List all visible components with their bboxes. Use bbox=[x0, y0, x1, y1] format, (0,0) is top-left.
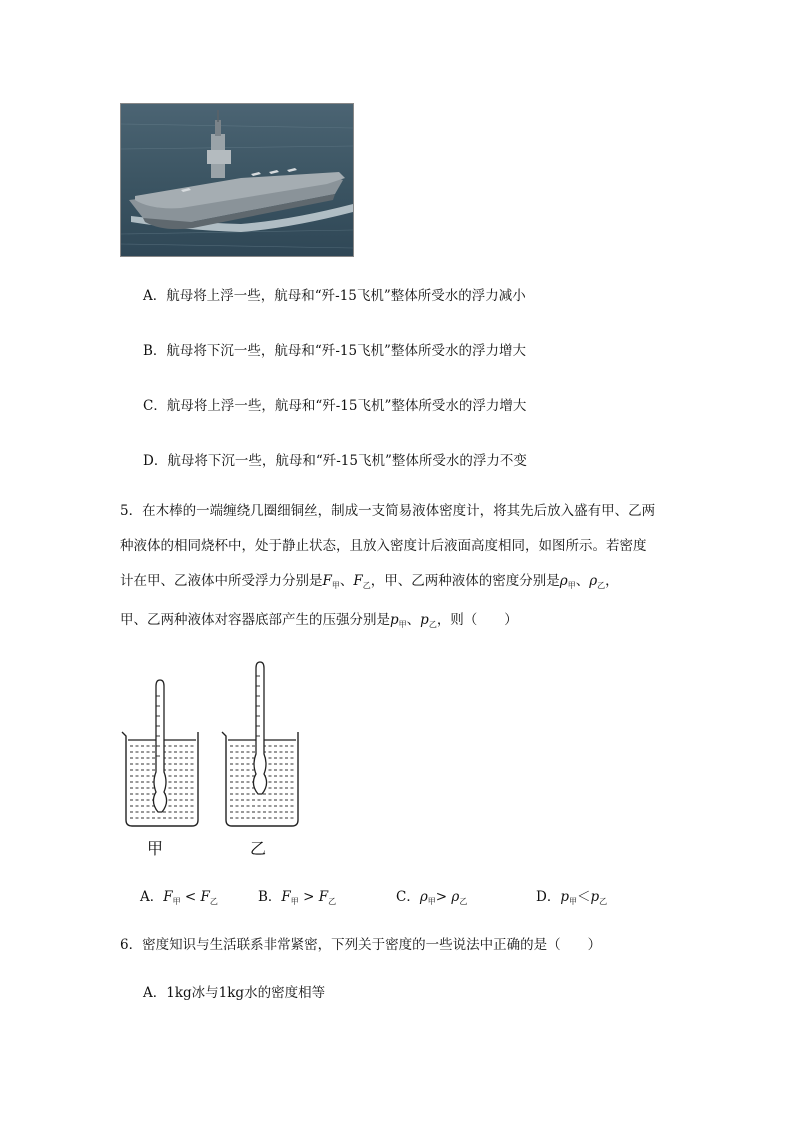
hydrometer-figure bbox=[118, 660, 308, 860]
q5-line-3: 计在甲、乙液体中所受浮力分别是$F_甲$、$F_乙$，甲、乙两种液体的密度分别是$\rho_甲$、$\rho_乙$， bbox=[120, 573, 619, 590]
beaker-jia bbox=[122, 680, 198, 826]
q5-option-b: B．$F_甲 > F_乙$ bbox=[258, 889, 337, 906]
q5-line-1: 5．在木棒的一端缠绕几圈细铜丝，制成一支简易液体密度计，将其先后放入盛有甲、乙两 bbox=[120, 503, 656, 519]
q5-option-a: A．$F_甲 < F_乙$ bbox=[140, 889, 218, 906]
option-b: B．航母将下沉一些，航母和“歼-15飞机”整体所受水的浮力增大 bbox=[143, 343, 526, 359]
figure-label-jia: 甲 bbox=[147, 839, 164, 858]
q5-line-4: 甲、乙两种液体对容器底部产生的压强分别是$p_甲$、$p_乙$，则（ ） bbox=[120, 612, 518, 629]
q6-stem: 6．密度知识与生活联系非常紧密，下列关于密度的一些说法中正确的是（ ） bbox=[120, 937, 602, 953]
beaker-yi bbox=[222, 662, 298, 826]
q5-option-d: D．$p_甲<p_乙$ bbox=[536, 889, 608, 906]
q5-option-c: C．$\rho_甲> \rho_乙$ bbox=[396, 889, 468, 906]
figure-label-yi: 乙 bbox=[250, 839, 267, 858]
option-a: A．航母将上浮一些，航母和“歼-15飞机”整体所受水的浮力减小 bbox=[143, 288, 526, 304]
q5-line-2: 种液体的相同烧杯中，处于静止状态，且放入密度计后液面高度相同，如图所示。若密度 bbox=[120, 538, 647, 554]
option-c: C．航母将上浮一些，航母和“歼-15飞机”整体所受水的浮力增大 bbox=[143, 398, 527, 414]
q6-option-a: A．1kg冰与1kg水的密度相等 bbox=[143, 985, 326, 1001]
beakers-diagram bbox=[118, 660, 308, 860]
aircraft-carrier-photo bbox=[120, 103, 354, 257]
option-d: D．航母将下沉一些，航母和“歼-15飞机”整体所受水的浮力不变 bbox=[143, 453, 527, 469]
